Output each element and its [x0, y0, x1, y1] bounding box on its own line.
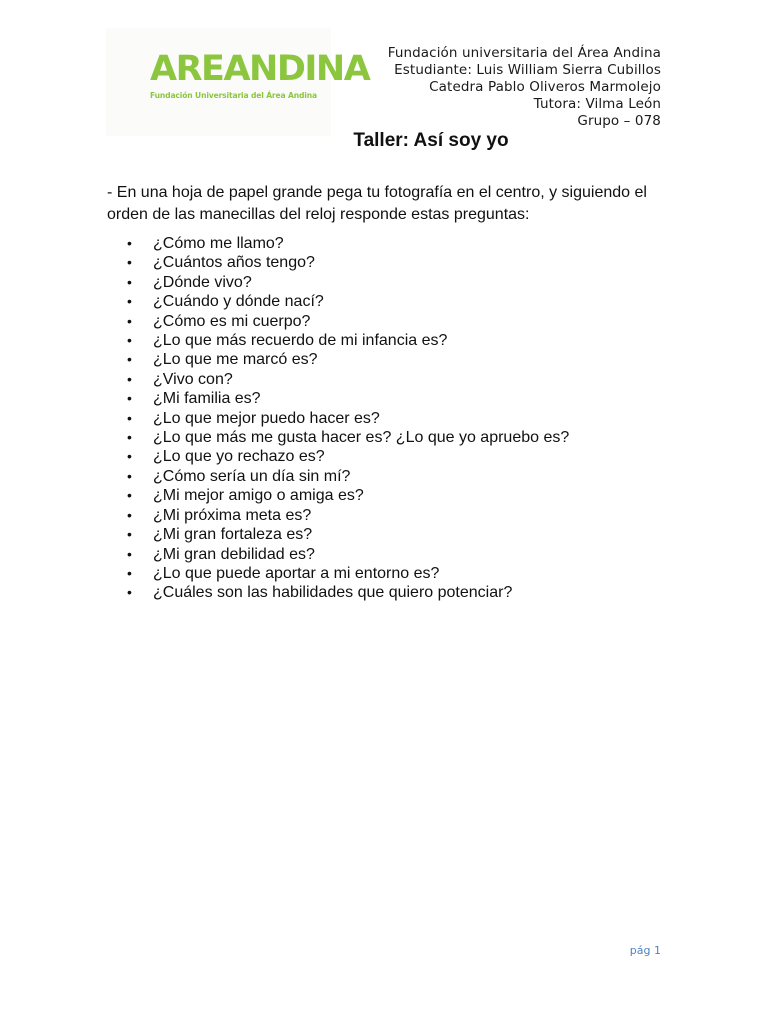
list-item — [106, 486, 569, 505]
bullet-icon: • — [127, 351, 132, 368]
list-item — [106, 292, 569, 311]
list-item — [106, 564, 569, 583]
question-text: ¿Lo que me marcó es? — [153, 351, 318, 369]
list-item — [106, 506, 569, 525]
question-text: ¿Cómo es mi cuerpo? — [153, 312, 311, 330]
header-tutor: Tutora: Vilma León — [533, 96, 661, 112]
page-title: Taller: Así soy yo — [353, 130, 509, 151]
question-list — [106, 234, 569, 603]
question-text: ¿Lo que más recuerdo de mi infancia es? — [153, 332, 448, 350]
bullet-icon: • — [127, 545, 132, 562]
bullet-icon: • — [127, 293, 132, 310]
list-item — [106, 545, 569, 564]
question-text: ¿Cuántos años tengo? — [153, 254, 315, 272]
areandina-logo — [106, 28, 370, 136]
bullet-icon: • — [127, 506, 132, 523]
question-text: ¿Cuáles son las habilidades que quiero potenciar? — [153, 584, 513, 602]
list-item — [106, 409, 569, 428]
question-text: ¿Lo que puede aportar a mi entorno es? — [153, 564, 440, 582]
header-student: Estudiante: Luis William Sierra Cubillos — [394, 62, 661, 78]
list-item — [106, 389, 569, 408]
question-text: ¿Mi familia es? — [153, 390, 261, 408]
bullet-icon: • — [127, 235, 132, 251]
bullet-icon: • — [127, 448, 132, 465]
list-item — [106, 312, 569, 331]
bullet-icon: • — [127, 429, 132, 446]
document-header — [388, 45, 661, 130]
header-institution: Fundación universitaria del Área Andina — [387, 45, 661, 61]
question-text: ¿Cuándo y dónde nací? — [153, 293, 324, 311]
bullet-icon: • — [127, 390, 132, 407]
list-item — [106, 273, 569, 292]
bullet-icon: • — [127, 467, 132, 484]
list-item — [106, 467, 569, 486]
question-text: ¿Cómo me llamo? — [153, 235, 284, 252]
question-text: ¿Mi mejor amigo o amiga es? — [153, 487, 364, 505]
bullet-icon: • — [127, 332, 132, 349]
bullet-icon: • — [127, 487, 132, 504]
question-text: ¿Lo que yo rechazo es? — [153, 448, 325, 466]
bullet-icon: • — [127, 370, 132, 387]
bullet-icon: • — [127, 254, 132, 271]
question-text: ¿Mi gran debilidad es? — [153, 545, 315, 563]
list-item — [106, 583, 569, 602]
bullet-icon: • — [127, 564, 132, 581]
bullet-icon: • — [127, 584, 132, 601]
list-item — [106, 428, 569, 447]
question-text: ¿Cómo sería un día sin mí? — [153, 467, 351, 485]
list-item — [106, 525, 569, 544]
list-item — [106, 234, 569, 253]
list-item — [106, 331, 569, 350]
question-text: ¿Vivo con? — [153, 370, 233, 388]
logo-wordmark: AREANDINA — [150, 49, 370, 89]
list-item — [106, 350, 569, 369]
logo-tagline: Fundación Universitaria del Área Andina — [150, 91, 317, 100]
list-item — [106, 370, 569, 389]
intro-paragraph: - En una hoja de papel grande pega tu fotografía en el centro, y siguiendo el orden de las manecillas del reloj responde estas preguntas: — [107, 184, 647, 223]
list-item — [106, 447, 569, 466]
question-text: ¿Dónde vivo? — [153, 273, 252, 291]
bullet-icon: • — [127, 526, 132, 543]
header-group: Grupo – 078 — [577, 113, 661, 129]
list-item — [106, 253, 569, 272]
page-number: pág 1 — [629, 944, 661, 957]
bullet-icon: • — [127, 312, 132, 329]
header-course: Catedra Pablo Oliveros Marmolejo — [429, 79, 661, 95]
question-text: ¿Lo que mejor puedo hacer es? — [153, 409, 380, 427]
bullet-icon: • — [127, 273, 132, 290]
question-text: ¿Lo que más me gusta hacer es? ¿Lo que yo apruebo es? — [153, 429, 570, 447]
question-text: ¿Mi gran fortaleza es? — [153, 526, 313, 544]
question-text: ¿Mi próxima meta es? — [153, 506, 312, 524]
bullet-icon: • — [127, 409, 132, 426]
